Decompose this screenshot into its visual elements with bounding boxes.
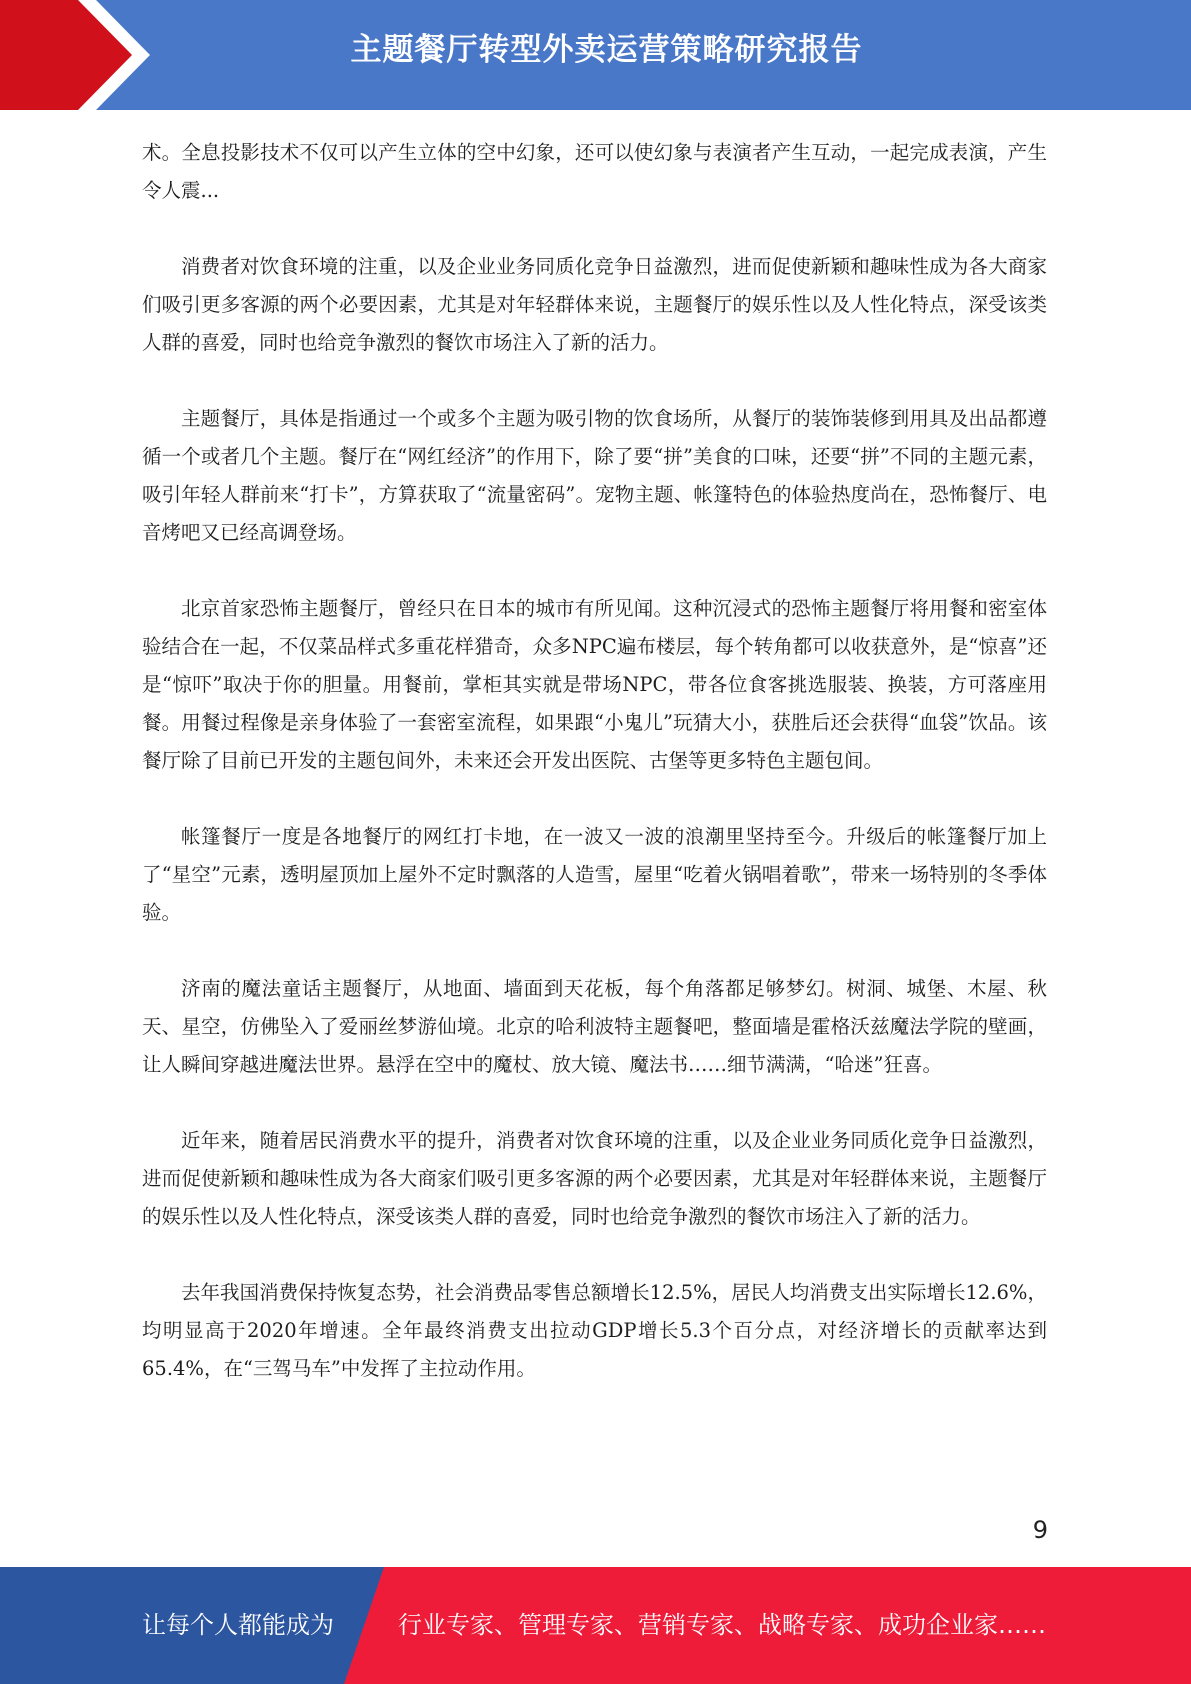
paragraph: 术。全息投影技术不仅可以产生立体的空中幻象，还可以使幻象与表演者产生互动，一起完成表演，产生令人震... [142,141,1047,202]
paragraph: 近年来，随着居民消费水平的提升，消费者对饮食环境的注重，以及企业业务同质化竞争日益激烈，进而促使新颖和趣味性成为各大商家们吸引更多客源的两个必要因素，尤其是对年轻群体来说，主题餐厅的娱乐性以及人性化特点，深受该类人群的喜爱，同时也给竞争激烈的餐饮市场注入了新的活力。 [142,1129,1047,1228]
paragraph: 济南的魔法童话主题餐厅，从地面、墙面到天花板，每个角落都足够梦幻。树洞、城堡、木屋、秋天、星空，仿佛坠入了爱丽丝梦游仙境。北京的哈利波特主题餐吧，整面墙是霍格沃兹魔法学院的壁画，让人瞬间穿越进魔法世界。悬浮在空中的魔杖、放大镜、魔法书……细节满满，“哈迷”狂喜。 [142,977,1047,1076]
page-footer [0,1567,1191,1684]
paragraph: 去年我国消费保持恢复态势，社会消费品零售总额增长12.5%，居民人均消费支出实际增长12.6%，均明显高于2020年增速。全年最终消费支出拉动GDP增长5.3个百分点，对经济增长的贡献率达到65.4%，在“三驾马车”中发挥了主拉动作用。 [142,1281,1047,1380]
report-title: 主题餐厅转型外卖运营策略研究报告 [350,32,863,68]
paragraph: 消费者对饮食环境的注重，以及企业业务同质化竞争日益激烈，进而促使新颖和趣味性成为各大商家们吸引更多客源的两个必要因素，尤其是对年轻群体来说，主题餐厅的娱乐性以及人性化特点，深受该类人群的喜爱，同时也给竞争激烈的餐饮市场注入了新的活力。 [142,255,1047,354]
paragraph: 帐篷餐厅一度是各地餐厅的网红打卡地，在一波又一波的浪潮里坚持至今。升级后的帐篷餐厅加上了“星空”元素，透明屋顶加上屋外不定时飘落的人造雪，屋里“吃着火锅唱着歌”，带来一场特别的冬季体验。 [142,825,1047,924]
page-header [0,0,1191,110]
footer-slogan-right: 行业专家、管理专家、营销专家、战略专家、成功企业家…… [398,1611,1046,1639]
paragraph: 主题餐厅，具体是指通过一个或多个主题为吸引物的饮食场所，从餐厅的装饰装修到用具及出品都遵循一个或者几个主题。餐厅在“网红经济”的作用下，除了要“拼”美食的口味，还要“拼”不同的主题元素，吸引年轻人群前来“打卡”，方算获取了“流量密码”。宠物主题、帐篷特色的体验热度尚在，恐怖餐厅、电音烤吧又已经高调登场。 [142,407,1047,544]
body-text [142,134,1047,1426]
paragraph: 北京首家恐怖主题餐厅，曾经只在日本的城市有所见闻。这种沉浸式的恐怖主题餐厅将用餐和密室体验结合在一起，不仅菜品样式多重花样猎奇，众多NPC遍布楼层，每个转角都可以收获意外，是“惊喜”还是“惊吓”取决于你的胆量。用餐前，掌柜其实就是带场NPC，带各位食客挑选服装、换装，方可落座用餐。用餐过程像是亲身体验了一套密室流程，如果跟“小鬼儿”玩猜大小，获胜后还会获得“血袋”饮品。该餐厅除了目前已开发的主题包间外，未来还会开发出医院、古堡等更多特色主题包间。 [142,597,1047,772]
page-number: 9 [1032,1516,1048,1544]
footer-slogan-left: 让每个人都能成为 [142,1611,334,1639]
